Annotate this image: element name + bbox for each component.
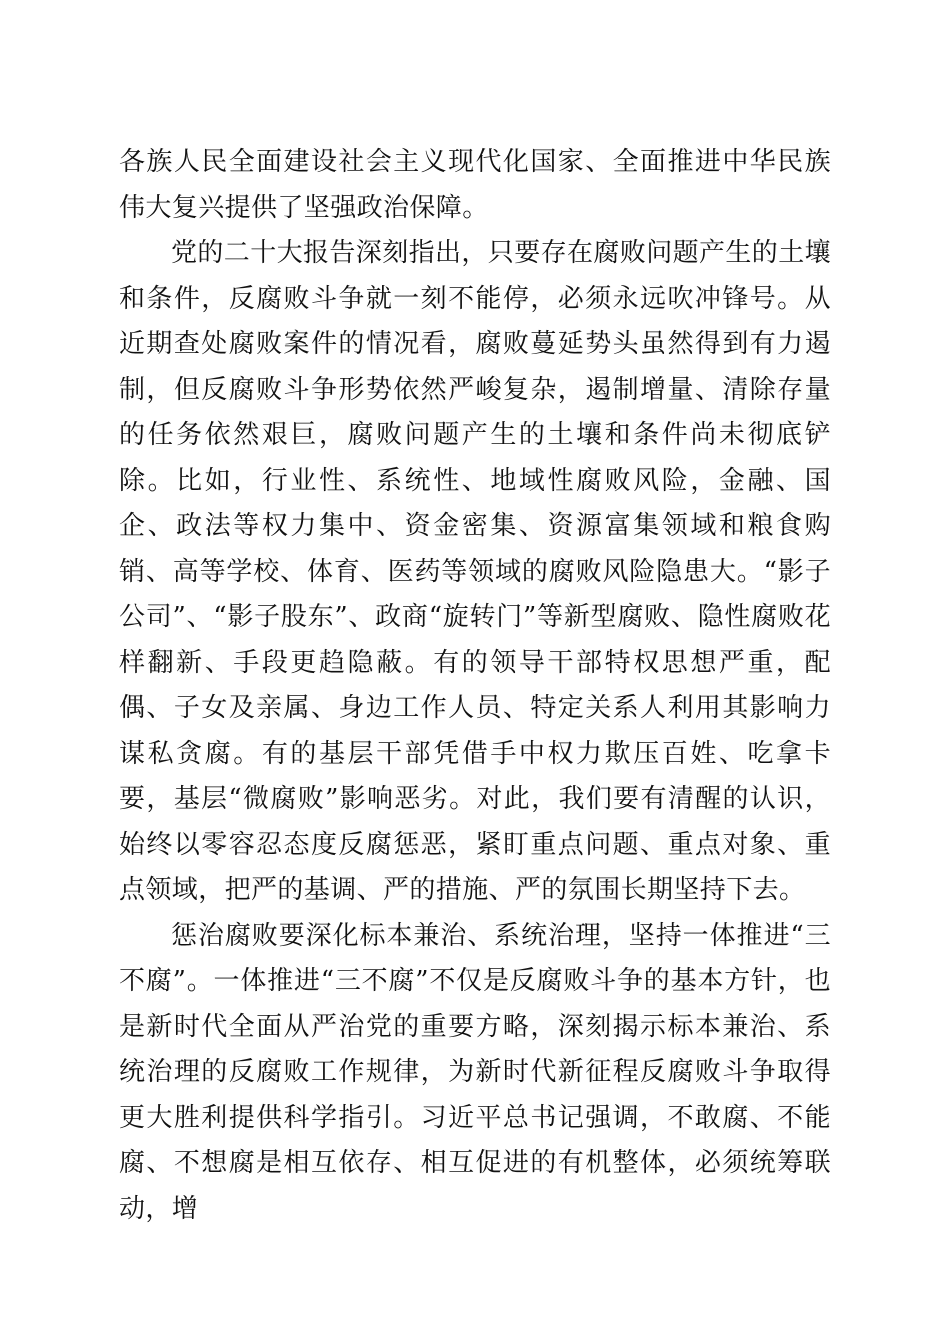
paragraph-three-no-corruption: 惩治腐败要深化标本兼治、系统治理，坚持一体推进“三不腐”。一体推进“三不腐”不仅是反腐败斗争的基本方针，也是新时代全面从严治党的重要方略，深刻揭示标本兼治、系统治理的反腐败工作规律，为新时代新征程反腐败斗争取得更大胜利提供科学指引。习近平总书记强调，不敢腐、不能腐、不想腐是相互依存、相互促进的有机整体，必须统筹联动，增 bbox=[119, 920, 831, 1224]
paragraph-anti-corruption-situation: 党的二十大报告深刻指出，只要存在腐败问题产生的土壤和条件，反腐败斗争就一刻不能停，必须永远吹冲锋号。从近期查处腐败案件的情况看，腐败蔓延势头虽然得到有力遏制，但反腐败斗争形势依然严峻复杂，遏制增量、清除存量的任务依然艰巨，腐败问题产生的土壤和条件尚未彻底铲除。比如，行业性、系统性、地域性腐败风险，金融、国企、政法等权力集中、资金密集、资源富集领域和粮食购销、高等学校、体育、医药等领域的腐败风险隐患大。“影子公司”、“影子股东”、政商“旋转门”等新型腐败、隐性腐败花样翻新、手段更趋隐蔽。有的领导干部特权思想严重，配偶、子女及亲属、身边工作人员、特定关系人利用其影响力谋私贪腐。有的基层干部凭借手中权力欺压百姓、吃拿卡要，基层“微腐败”影响恶劣。对此，我们要有清醒的认识，始终以零容忍态度反腐惩恶，紧盯重点问题、重点对象、重点领域，把严的基调、严的措施、严的氛围长期坚持下去。 bbox=[119, 238, 832, 905]
paragraph-continuation: 各族人民全面建设社会主义现代化国家、全面推进中华民族伟大复兴提供了坚强政治保障。 bbox=[119, 147, 831, 223]
body-text bbox=[119, 140, 831, 1232]
